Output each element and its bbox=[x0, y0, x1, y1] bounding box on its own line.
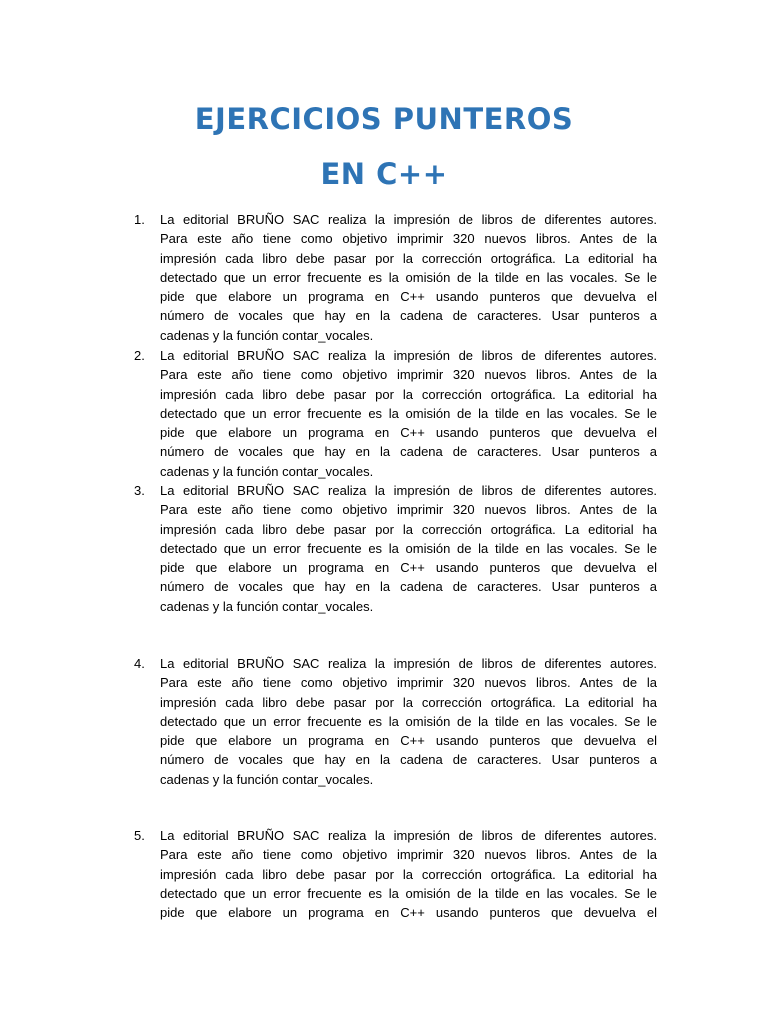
exercise-text-line: impresión cada libro debe pasar por la corrección ortográfica. La editorial ha bbox=[160, 521, 657, 537]
exercise-text bbox=[160, 346, 657, 481]
exercise-text-line: impresión cada libro debe pasar por la corrección ortográfica. La editorial ha bbox=[160, 866, 657, 882]
exercise-text-line: número de vocales que hay en la cadena de caracteres. Usar punteros a bbox=[160, 752, 657, 768]
exercise-text-line: pide que elabore un programa en C++ usando punteros que devuelva el bbox=[160, 560, 657, 576]
exercise-text-line: número de vocales que hay en la cadena de caracteres. Usar punteros a bbox=[160, 308, 657, 324]
exercise-number: 5. bbox=[134, 828, 145, 843]
exercise-number: 4. bbox=[134, 656, 145, 671]
exercise-text-line: pide que elabore un programa en C++ usando punteros que devuelva el bbox=[160, 905, 657, 921]
exercise-number: 3. bbox=[134, 483, 145, 498]
exercise-text-line: cadenas y la función contar_vocales. bbox=[160, 598, 374, 614]
exercise-text-line: impresión cada libro debe pasar por la corrección ortográfica. La editorial ha bbox=[160, 694, 657, 710]
exercise-text-line: Para este año tiene como objetivo imprimir 320 nuevos libros. Antes de la bbox=[160, 675, 657, 691]
exercise-text-line: impresión cada libro debe pasar por la corrección ortográfica. La editorial ha bbox=[160, 250, 657, 266]
exercise-text-line: número de vocales que hay en la cadena de caracteres. Usar punteros a bbox=[160, 579, 657, 595]
exercise-text-line: Para este año tiene como objetivo imprimir 320 nuevos libros. Antes de la bbox=[160, 847, 657, 863]
exercise-text bbox=[160, 210, 657, 345]
exercise-text-line: cadenas y la función contar_vocales. bbox=[160, 463, 374, 479]
exercise-text-line: detectado que un error frecuente es la omisión de la tilde en las vocales. Se le bbox=[160, 269, 657, 285]
exercise-text-line: Para este año tiene como objetivo imprimir 320 nuevos libros. Antes de la bbox=[160, 367, 657, 383]
exercise-text bbox=[160, 654, 657, 789]
exercise-text-line: pide que elabore un programa en C++ usando punteros que devuelva el bbox=[160, 425, 657, 441]
exercise-text-line: La editorial BRUÑO SAC realiza la impresión de libros de diferentes autores. bbox=[160, 483, 657, 498]
exercise-text-line: pide que elabore un programa en C++ usando punteros que devuelva el bbox=[160, 733, 657, 749]
exercise-text-line: Para este año tiene como objetivo imprimir 320 nuevos libros. Antes de la bbox=[160, 502, 657, 518]
exercise-text-line: La editorial BRUÑO SAC realiza la impresión de libros de diferentes autores. bbox=[160, 212, 657, 227]
exercise-text-line: detectado que un error frecuente es la omisión de la tilde en las vocales. Se le bbox=[160, 713, 657, 729]
exercise-text-line: La editorial BRUÑO SAC realiza la impresión de libros de diferentes autores. bbox=[160, 348, 657, 363]
exercise-text-line: detectado que un error frecuente es la omisión de la tilde en las vocales. Se le bbox=[160, 540, 657, 556]
exercise-text-line: cadenas y la función contar_vocales. bbox=[160, 327, 374, 343]
exercise-number: 1. bbox=[134, 212, 145, 227]
exercise-number: 2. bbox=[134, 348, 145, 363]
exercise-text-line: Para este año tiene como objetivo imprimir 320 nuevos libros. Antes de la bbox=[160, 231, 657, 247]
exercise-text-line: detectado que un error frecuente es la omisión de la tilde en las vocales. Se le bbox=[160, 405, 657, 421]
exercise-text-line: cadenas y la función contar_vocales. bbox=[160, 771, 374, 787]
document-title-line-1: EJERCICIOS PUNTEROS bbox=[194, 102, 574, 136]
exercise-text-line: pide que elabore un programa en C++ usando punteros que devuelva el bbox=[160, 289, 657, 305]
exercise-text bbox=[160, 481, 657, 616]
exercise-text-line: detectado que un error frecuente es la omisión de la tilde en las vocales. Se le bbox=[160, 885, 657, 901]
exercise-text-line: impresión cada libro debe pasar por la corrección ortográfica. La editorial ha bbox=[160, 386, 657, 402]
document-title-line-2: EN C++ bbox=[320, 157, 448, 191]
exercise-text bbox=[160, 826, 657, 922]
exercise-text-line: La editorial BRUÑO SAC realiza la impresión de libros de diferentes autores. bbox=[160, 656, 657, 671]
exercise-text-line: número de vocales que hay en la cadena de caracteres. Usar punteros a bbox=[160, 444, 657, 460]
exercise-text-line: La editorial BRUÑO SAC realiza la impresión de libros de diferentes autores. bbox=[160, 828, 657, 843]
